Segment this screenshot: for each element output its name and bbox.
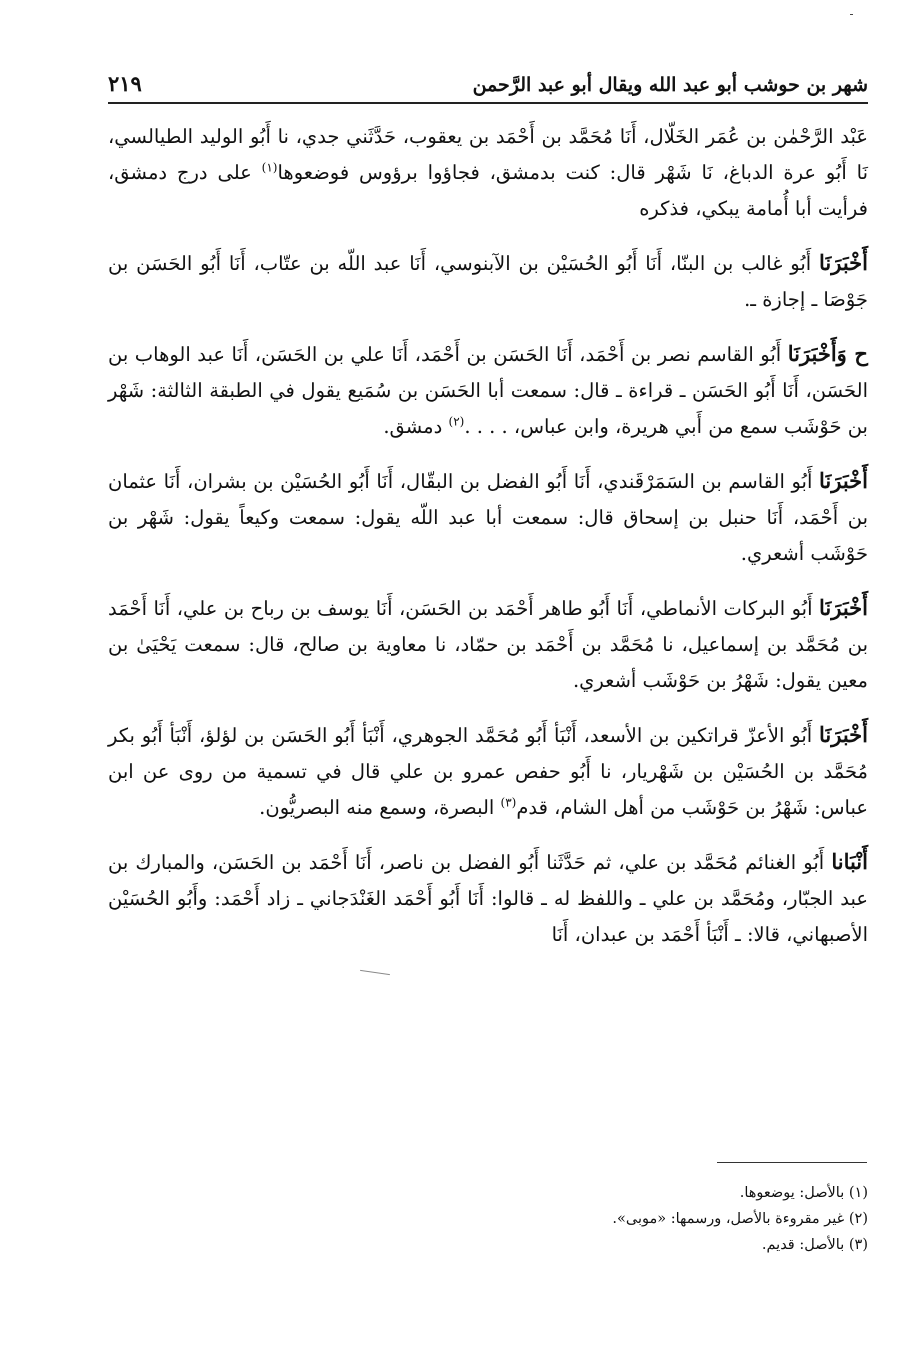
footnote-ref: (٣) [500, 795, 517, 810]
footnote-1: (١) بالأصل: يوضعوها. [739, 1185, 868, 1201]
footnote-3: (٣) بالأصل: قديم. [761, 1237, 868, 1253]
paragraph-lead: أَخْبَرَنَا [819, 595, 868, 620]
footnote-ref: (١) [261, 160, 278, 175]
paragraph-text: أَبُو القاسم نصر بن أَحْمَد، أَنَا الحَسَن بن أَحْمَد، أَنَا علي بن الحَسَن، أَنَا عبد الوهاب بن الحَسَن، أَنَا أَبُو الحَسَن ـ قراءة ـ قال: سمعت أبا الحَسَن بن سُمَيع يقول في الطبقة الثالثة: شَهْر بن حَوْشَب سمع من أَبي هريرة، وابن عباس، . . . . [108, 343, 868, 438]
paragraph-lead: أَخْبَرَنَا [819, 250, 868, 275]
paragraph-lead: أَخْبَرَنَا [819, 468, 868, 493]
paragraph-text: أَبُو الأعزّ قراتكين بن الأسعد، أَنْبَأ أَبُو مُحَمَّد الجوهري، أَنْبَأ أَبُو الحَسَن بن لؤلؤ، أَنْبَأ أَبُو بكر مُحَمَّد بن الحُسَيْن بن شَهْريار، نا أَبُو حفص عمرو بن علي قال في تسمية من روى عن ابن عباس: شَهْرُ بن حَوْشَب من أهل الشام، قدم [108, 724, 868, 819]
footnotes [300, 1180, 868, 1258]
paragraph-text: أَبُو القاسم بن السَمَرْقَندي، أَنَا أَبُو الفضل بن البقّال، أَنَا أَبُو الحُسَيْن بن بشران، أَنَا عثمان بن أَحْمَد، أَنَا حنبل بن إسحاق قال: سمعت أبا عبد اللّه يقول: سمعت وكيعاً يقول: شَهْر بن حَوْشَب أشعري. [108, 470, 868, 565]
paragraph-tail: دمشق. [383, 415, 449, 438]
paragraph-text: أَبُو غالب بن البنّا، أَنَا أَبُو الحُسَيْن بن الآبنوسي، أَنَا عبد اللّه بن عتّاب، أَنَا أَبُو الحَسَن بن جَوْصَا ـ إجازة ـ. [108, 252, 868, 311]
paragraph-5 [108, 590, 868, 699]
footnote-2: (٢) غير مقروءة بالأصل، ورسمها: «موبى». [612, 1211, 868, 1227]
paragraph-3 [108, 336, 868, 445]
paragraph-1 [108, 118, 868, 227]
paragraph-lead: أَنْبَانا [831, 849, 868, 874]
footnote-divider [717, 1162, 867, 1163]
paragraph-7 [108, 844, 868, 953]
paragraph-2 [108, 245, 868, 318]
paragraph-text: عَبْد الرَّحْمٰن بن عُمَر الخَلّال، أَنَا مُحَمَّد بن أَحْمَد بن يعقوب، حَدَّثَني جدي، نا أَبُو الوليد الطيالسي، نَا أَبُو عرة الدباغ، نَا شَهْر قال: كنت بدمشق، فجاؤوا برؤوس فوضعوها [108, 125, 868, 184]
paragraph-lead: أَخْبَرَنَا [819, 722, 868, 747]
scan-speck [850, 14, 853, 15]
paragraph-6 [108, 717, 868, 826]
page-number: ٢١٩ [108, 71, 142, 96]
running-title: شهر بن حوشب أبو عبد الله ويقال أبو عبد الرَّحمن [472, 74, 868, 96]
body-text [108, 118, 868, 971]
paragraph-text: أَبُو الغنائم مُحَمَّد بن علي، ثم حَدَّثَنا أَبُو الفضل بن ناصر، أَنَا أَحْمَد بن الحَسَن، والمبارك بن عبد الجبّار، ومُحَمَّد بن علي ـ واللفظ له ـ قالوا: أَنَا أَبُو أَحْمَد الغَنْدَجاني ـ زاد أَحْمَد: وأَبُو الحُسَيْن الأصبهاني، قالا: ـ أَنْبَأ أَحْمَد بن عبدان، أَنَا [108, 851, 868, 946]
footnote-ref: (٢) [448, 414, 465, 429]
paragraph-lead: ح وَأَخْبَرَنَا [787, 341, 868, 366]
paragraph-4 [108, 463, 868, 572]
paragraph-text: أَبُو البركات الأنماطي، أَنَا أَبُو طاهر أَحْمَد بن الحَسَن، أَنَا يوسف بن رباح بن علي، أَنَا أَحْمَد بن مُحَمَّد بن إسماعيل، نا مُحَمَّد بن أَحْمَد بن حمّاد، نا معاوية بن صالح، قال: سمعت يَحْيَىٰ بن معين يقول: شَهْرُ بن حَوْشَب أشعري. [108, 597, 868, 692]
page-header [108, 62, 868, 104]
paragraph-tail: البصرة، وسمع منه البصريُّون. [259, 796, 501, 819]
paragraph-tail: على درج دمشق، فرأيت أبا أُمامة يبكي، فذكره [108, 161, 868, 220]
